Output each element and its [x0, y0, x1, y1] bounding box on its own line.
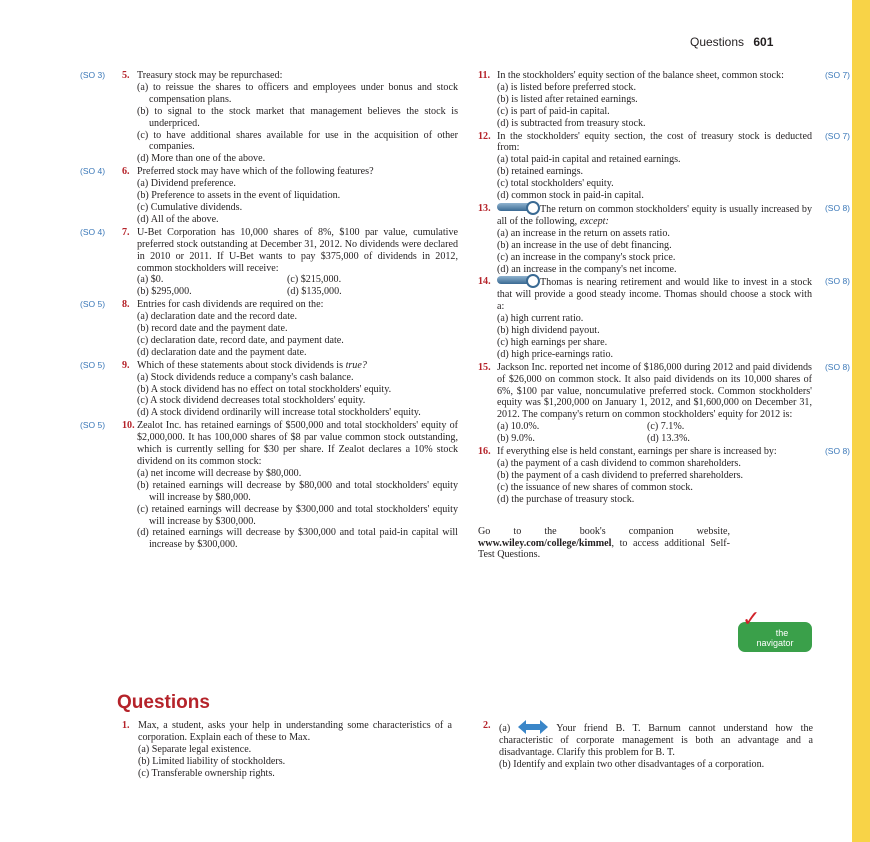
answer-option: (c) 7.1%.	[647, 421, 685, 433]
answer-option: (b) Limited liability of stockholders.	[138, 755, 286, 767]
question-part-b: (b) Identify and explain two other disadvantages of a corporation.	[499, 758, 765, 770]
question-9	[80, 360, 458, 420]
question-stem: U-Bet Corporation has 10,000 shares of 8%, $100 par value, cumulative preferred stock outstanding at December 31, 2012. No dividends were declared in 2010 or 2011. If U-Bet wants to pay $375,000 of dividends in 2012, common stockholders will receive:	[137, 226, 458, 274]
answer-option: (a) declaration date and the record date.	[137, 311, 298, 323]
answer-option: (a) high current ratio.	[497, 313, 584, 325]
double-arrow-icon	[518, 720, 548, 734]
study-objective-label: (SO 5)	[80, 420, 106, 431]
question-part-a	[499, 720, 813, 759]
website-text-end: , to access additional Self-Test Questions.	[478, 537, 730, 561]
stem-emphasis: true?	[345, 359, 367, 371]
answer-option: (c) high earnings per share.	[497, 336, 608, 348]
study-objective-label: (SO 8)	[824, 446, 850, 457]
answer-option: (d) high price-earnings ratio.	[497, 348, 614, 360]
left-column	[80, 70, 458, 552]
answer-option: (a) net income will decrease by $80,000.	[137, 467, 302, 479]
right-column	[478, 70, 850, 561]
question-number: 8.	[122, 299, 130, 311]
question-10	[80, 420, 458, 551]
question-8	[80, 299, 458, 359]
question-stem: Max, a student, asks your help in understanding some characteristics of a corporation. Explain each of these to Max.	[138, 720, 452, 743]
answer-option: (c) Transferable ownership rights.	[138, 767, 275, 779]
checkmark-icon: ✓	[742, 606, 761, 631]
stem-emphasis: except:	[579, 215, 609, 227]
answer-option: (d) the purchase of treasury stock.	[497, 493, 635, 505]
answer-option: (d) All of the above.	[137, 213, 219, 225]
question-15	[478, 362, 850, 445]
answer-option: (b) record date and the payment date.	[137, 323, 288, 335]
question-number: 12.	[478, 130, 491, 142]
answer-option: (d) common stock in paid-in capital.	[497, 190, 644, 202]
study-objective-label: (SO 7)	[824, 70, 850, 80]
answer-option: (c) the issuance of new shares of common stock.	[497, 481, 693, 493]
question-6	[80, 166, 458, 226]
answer-option: (c) Cumulative dividends.	[137, 201, 243, 213]
answer-option: (a) Dividend preference.	[137, 178, 236, 190]
question-stem: In the stockholders' equity section of the balance sheet, common stock:	[497, 70, 784, 81]
answer-option: (c) $215,000.	[287, 274, 342, 286]
part-label: (a)	[499, 723, 511, 734]
running-head-title: Questions	[690, 35, 745, 49]
question-12	[478, 131, 850, 202]
answer-option: (a) total paid-in capital and retained earnings.	[497, 154, 681, 166]
navigator-badge	[738, 606, 812, 652]
part-text: Your friend B. T. Barnum cannot understand how the characteristic of corporate management is both an advantage and a disadvantage. Clarify this problem for B. T.	[499, 723, 813, 758]
answer-option: (a) 10.0%.	[497, 421, 540, 433]
answer-option: (d) 13.3%.	[647, 433, 690, 445]
answer-option: (b) high dividend payout.	[497, 325, 600, 337]
answer-option: (b) 9.0%.	[497, 433, 535, 445]
decision-toolkit-icon	[497, 276, 537, 284]
question-stem: Entries for cash dividends are required on the:	[137, 299, 324, 311]
question-number: 15.	[478, 361, 491, 373]
study-objective-label: (SO 8)	[824, 276, 850, 287]
answer-option: (d) retained earnings will decrease by $300,000 and total paid-in capital will increase by $300,000.	[137, 527, 458, 551]
answer-option: (b) $295,000.	[137, 286, 192, 298]
answer-option: (b) an increase in the use of debt financing.	[497, 239, 672, 251]
study-objective-label: (SO 8)	[824, 202, 850, 213]
answer-option: (d) A stock dividend ordinarily will increase total stockholders' equity.	[137, 407, 421, 419]
answer-option: (b) retained earnings will decrease by $80,000 and total stockholders' equity will increase by $80,000.	[137, 479, 458, 503]
question-16	[478, 446, 850, 506]
website-link[interactable]: www.wiley.com/college/kimmel	[478, 537, 612, 549]
question-number: 7.	[122, 226, 130, 238]
question-stem	[497, 203, 812, 228]
question-1	[122, 720, 452, 780]
question-number: 13.	[478, 202, 491, 214]
stem-text: Which of these statements about stock dividends is	[137, 359, 344, 371]
companion-website-note	[478, 526, 850, 562]
question-stem	[497, 276, 812, 313]
answer-option: (a) an increase in the return on assets ratio.	[497, 227, 670, 239]
answer-option: (a) to reissue the shares to officers and employees under bonus and stock compensation plans.	[137, 81, 458, 105]
question-number: 5.	[122, 70, 130, 81]
question-5	[80, 70, 458, 165]
answer-options-grid	[137, 274, 458, 298]
answer-option: (d) More than one of the above.	[137, 153, 266, 165]
answer-option: (b) to signal to the stock market that management believes the stock is underpriced.	[137, 105, 458, 129]
study-objective-label: (SO 4)	[80, 166, 106, 177]
answer-option: (b) Preference to assets in the event of liquidation.	[137, 190, 341, 202]
question-number: 6.	[122, 166, 130, 178]
page-edge-tab	[852, 0, 870, 842]
study-objective-label: (SO 5)	[80, 299, 106, 310]
answer-option: (c) total stockholders' equity.	[497, 178, 614, 190]
questions-heading: Questions	[117, 692, 210, 713]
answer-option: (a) the payment of a cash dividend to common shareholders.	[497, 458, 741, 469]
question-number: 14.	[478, 276, 491, 288]
website-text: Go to the book's companion website,	[478, 525, 730, 537]
stem-text: Thomas is nearing retirement and would like to invest in a stock that will provide a good steady income. Thomas should choose a stock with a:	[497, 277, 812, 313]
question-stem	[137, 360, 458, 372]
answer-option: (d) an increase in the company's net income.	[497, 263, 677, 275]
answer-options-grid	[497, 421, 812, 445]
answer-option: (a) is listed before preferred stock.	[497, 81, 637, 93]
question-13	[478, 203, 850, 275]
decision-toolkit-icon	[497, 203, 537, 211]
question-number: 11.	[478, 70, 491, 81]
question-stem: If everything else is held constant, earnings per share is increased by:	[497, 446, 777, 458]
answer-option: (b) A stock dividend has no effect on total stockholders' equity.	[137, 383, 392, 395]
question-number: 10.	[122, 420, 135, 432]
answer-option: (c) retained earnings will decrease by $300,000 and total stockholders' equity will increase by $300,000.	[137, 503, 458, 527]
answer-option: (d) is subtracted from treasury stock.	[497, 117, 646, 129]
answer-option: (c) to have additional shares available for use in the acquisition of other companies.	[137, 129, 458, 153]
stem-text: The return on common stockholders' equity is usually increased by all of the following,	[497, 203, 812, 227]
study-objective-label: (SO 5)	[80, 359, 106, 370]
answer-option: (a) $0.	[137, 274, 164, 286]
question-14	[478, 276, 850, 360]
question-stem: Jackson Inc. reported net income of $186,000 during 2012 and paid dividends of $26,000 on common stock. It also paid dividends on its 10,000 shares of 6%, $100 par value, noncumulative preferred stock. Common stockholders' equity was $1,200,000 on January 1, 2012, and $1,600,000 on December 31, 2012. The company's return on common stockholders' equity for 2012 is:	[497, 361, 812, 421]
question-2	[483, 720, 813, 771]
answer-option: (c) A stock dividend decreases total stockholders' equity.	[137, 395, 366, 407]
answer-option: (c) declaration date, record date, and payment date.	[137, 334, 344, 346]
answer-option: (d) declaration date and the payment date.	[137, 346, 307, 358]
question-stem: Preferred stock may have which of the following features?	[137, 166, 374, 178]
question-number: 1.	[122, 720, 130, 731]
study-objective-label: (SO 3)	[80, 70, 106, 80]
question-number: 9.	[122, 359, 130, 371]
study-objective-label: (SO 8)	[824, 361, 850, 372]
question-stem: Zealot Inc. has retained earnings of $500,000 and total stockholders' equity of $2,000,000. It has 100,000 shares of $8 par value common stock outstanding, which is currently selling for $30 per share. If Zealot declares a 10% stock dividend on its common stock:	[137, 420, 458, 467]
answer-option: (b) retained earnings.	[497, 166, 584, 178]
page-number: 601	[753, 35, 774, 49]
running-head	[690, 35, 773, 49]
answer-option: (d) $135,000.	[287, 286, 342, 298]
question-7	[80, 227, 458, 298]
answer-option: (b) the payment of a cash dividend to preferred shareholders.	[497, 469, 744, 481]
question-stem: In the stockholders' equity section, the cost of treasury stock is deducted from:	[497, 130, 812, 154]
answer-option: (a) Stock dividends reduce a company's cash balance.	[137, 371, 354, 383]
answer-option: (c) an increase in the company's stock price.	[497, 251, 676, 263]
question-11	[478, 70, 850, 130]
study-objective-label: (SO 4)	[80, 226, 106, 237]
navigator-label-line2: navigator	[756, 638, 794, 648]
question-number: 2.	[483, 720, 491, 731]
question-stem: Treasury stock may be repurchased:	[137, 70, 283, 81]
answer-option: (b) is listed after retained earnings.	[497, 93, 638, 105]
navigator-label-line1: the	[775, 628, 789, 638]
answer-option: (c) is part of paid-in capital.	[497, 105, 610, 117]
study-objective-label: (SO 7)	[824, 130, 850, 141]
question-number: 16.	[478, 446, 491, 458]
question-body	[122, 720, 452, 780]
answer-option: (a) Separate legal existence.	[138, 743, 252, 755]
question-body	[483, 720, 813, 771]
